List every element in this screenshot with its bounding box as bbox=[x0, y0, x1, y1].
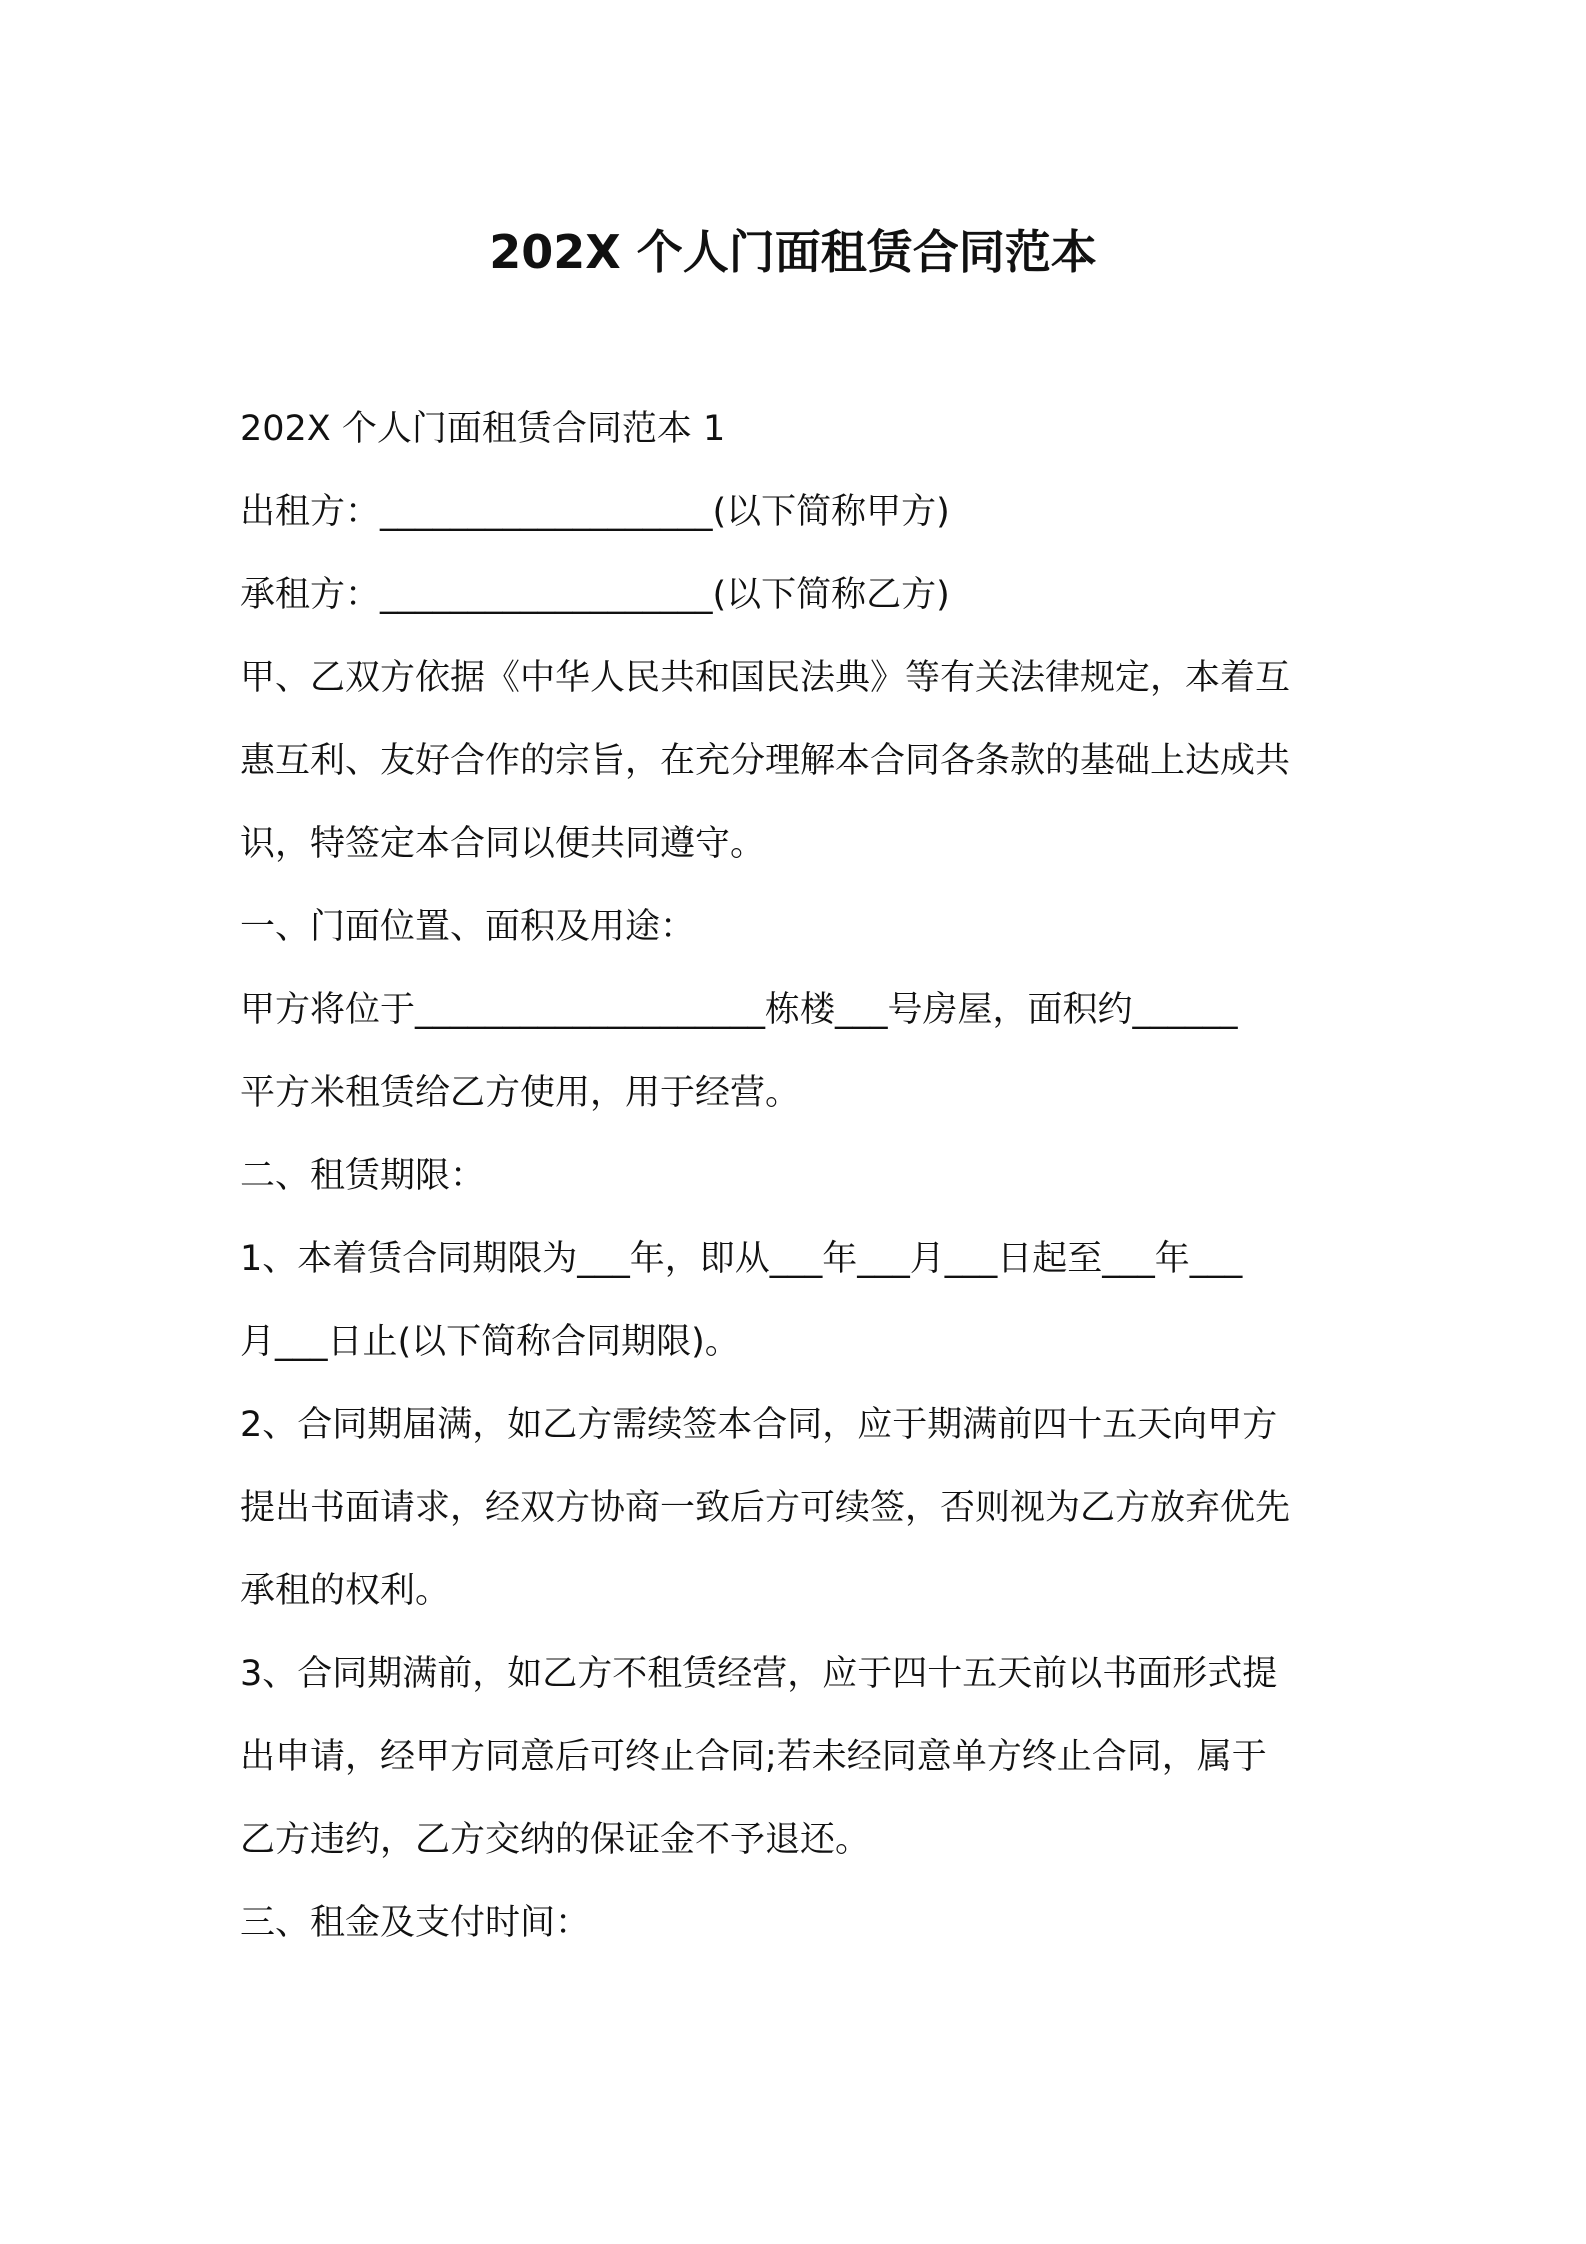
clause-2-3-line-2: 出申请，经甲方同意后可终止合同;若未经同意单方终止合同，属于 bbox=[240, 1737, 1267, 1777]
lessee-line: 承租方：___________________(以下简称乙方) bbox=[240, 575, 950, 615]
section-3-heading: 三、租金及支付时间： bbox=[240, 1903, 591, 1943]
preamble-line-2: 惠互利、友好合作的宗旨，在充分理解本合同各条款的基础上达成共 bbox=[240, 741, 1291, 781]
clause-2-2-line-1: 2、合同期届满，如乙方需续签本合同，应于期满前四十五天向甲方 bbox=[240, 1405, 1278, 1445]
contract-heading: 202X 个人门面租赁合同范本 1 bbox=[240, 409, 726, 449]
section-2-heading: 二、租赁期限： bbox=[240, 1156, 486, 1196]
document-body bbox=[240, 408, 1360, 1944]
clause-2-1-line-2: 月___日止(以下简称合同期限)。 bbox=[240, 1322, 740, 1362]
clause-2-2-line-2: 提出书面请求，经双方协商一致后方可续签，否则视为乙方放弃优先 bbox=[240, 1488, 1291, 1528]
clause-2-2-line-3: 承租的权利。 bbox=[240, 1571, 451, 1611]
clause-2-3-line-1: 3、合同期满前，如乙方不租赁经营，应于四十五天前以书面形式提 bbox=[240, 1654, 1278, 1694]
section-1-text-1: 甲方将位于____________________栋楼___号房屋，面积约______ bbox=[240, 990, 1238, 1030]
preamble-line-1: 甲、乙双方依据《中华人民共和国民法典》等有关法律规定，本着互 bbox=[240, 658, 1291, 698]
clause-2-3-line-3: 乙方违约，乙方交纳的保证金不予退还。 bbox=[240, 1820, 871, 1860]
section-1-text-2: 平方米租赁给乙方使用，用于经营。 bbox=[240, 1073, 801, 1113]
lessor-line: 出租方：___________________(以下简称甲方) bbox=[240, 492, 950, 532]
section-1-heading: 一、门面位置、面积及用途： bbox=[240, 907, 696, 947]
clause-2-1-line-1: 1、本着赁合同期限为___年，即从___年___月___日起至___年___ bbox=[240, 1239, 1243, 1279]
preamble-line-3: 识，特签定本合同以便共同遵守。 bbox=[240, 824, 766, 864]
document-title: 202X 个人门面租赁合同范本 bbox=[489, 225, 1097, 279]
